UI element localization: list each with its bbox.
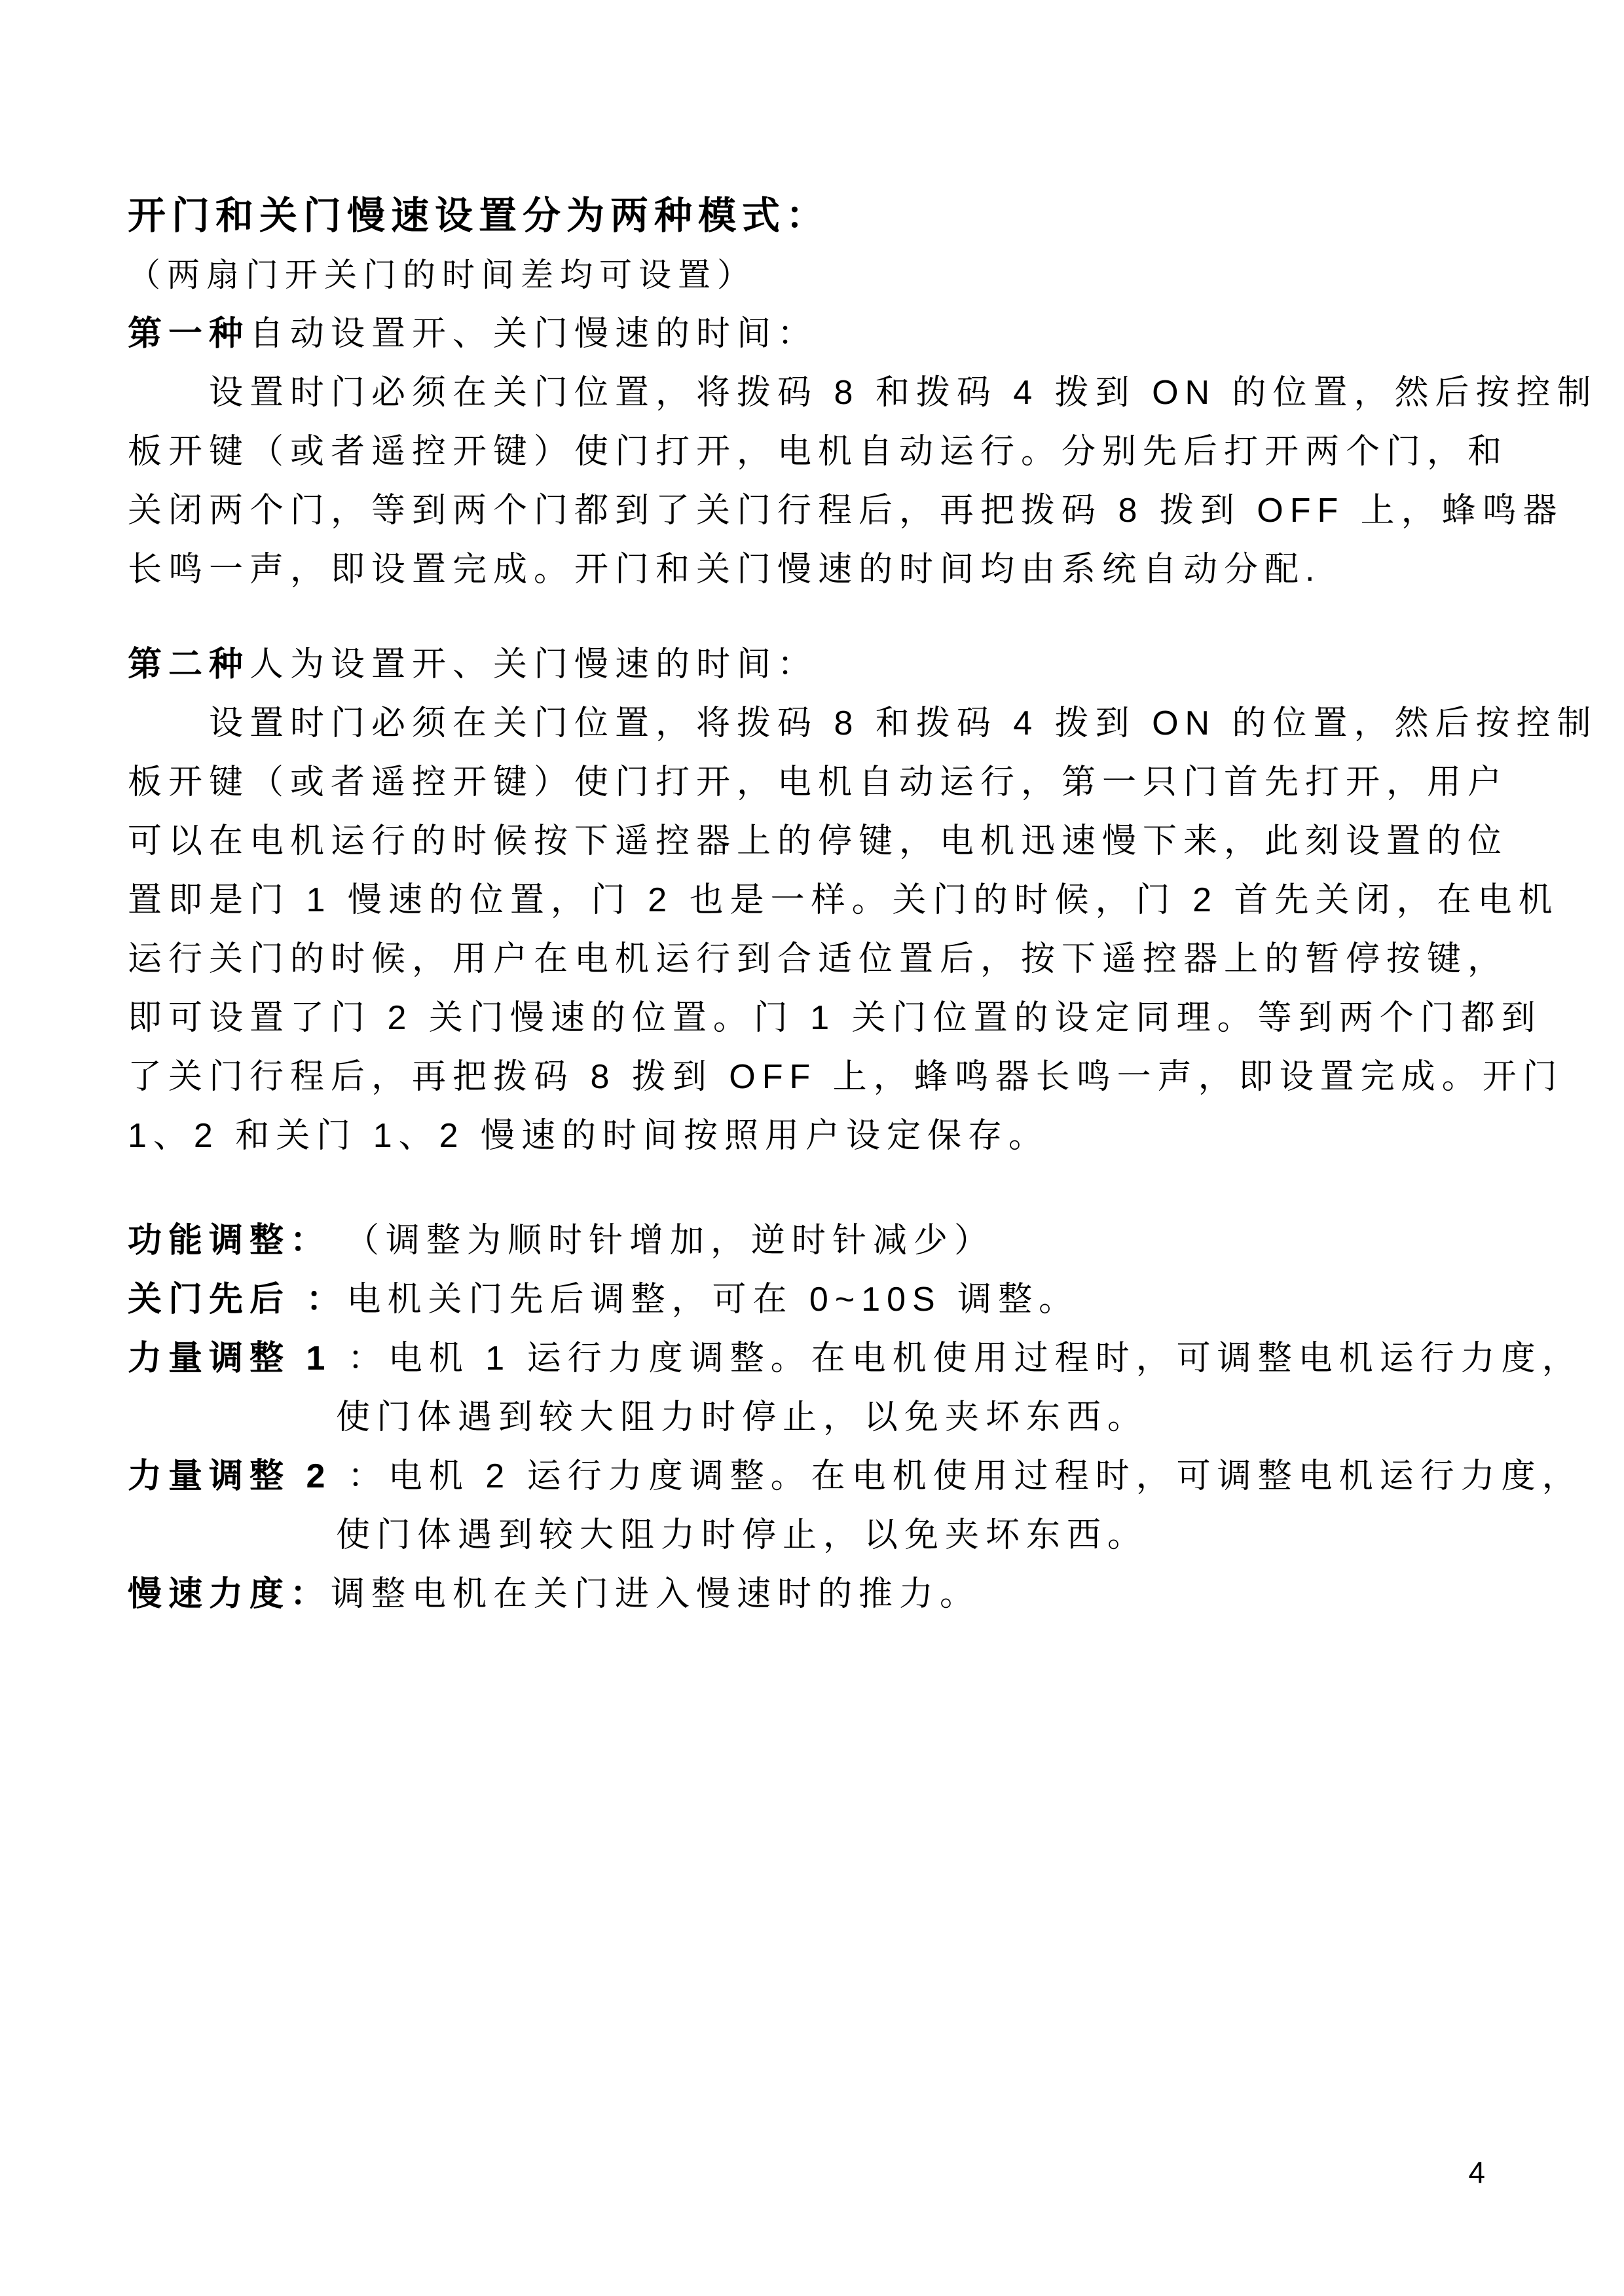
adjust-item-separator: ：	[331, 1339, 388, 1377]
page-title: 开门和关门慢速设置分为两种模式：	[128, 194, 830, 237]
page-number: 4	[1468, 2155, 1485, 2189]
adjust-item-force2	[128, 1447, 1583, 1506]
adjust-item-text: 电机关门先后调整，可在 0~10S 调整。	[346, 1281, 1080, 1319]
mode1-paragraph-line: 关闭两个门，等到两个门都到了关门行程后，再把拨码 8 拨到 OFF 上，蜂鸣器	[128, 492, 1564, 530]
mode2-heading-rest: 人为设置开、关门慢速的时间：	[249, 646, 819, 683]
mode2-paragraph-line: 可以在电机运行的时候按下遥控器上的停键，电机迅速慢下来，此刻设置的位	[128, 822, 1509, 860]
mode2-paragraph-line: 了关门行程后，再把拨码 8 拨到 OFF 上，蜂鸣器长鸣一声，即设置完成。开门	[128, 1058, 1564, 1096]
adjust-item-label: 关门先后	[128, 1281, 291, 1319]
adjust-item-close-order	[128, 1270, 1575, 1329]
document-body	[128, 187, 1598, 1624]
mode2-paragraph-line: 即可设置了门 2 关门慢速的位置。门 1 关门位置的设定同理。等到两个门都到	[128, 999, 1542, 1037]
mode1-paragraph-line: 板开键（或者遥控开键）使门打开，电机自动运行。分别先后打开两个门，和	[128, 433, 1509, 471]
adjust-item-slow-force	[128, 1565, 1575, 1624]
adjust-item-force1	[128, 1329, 1583, 1388]
subtitle-note: （两扇门开关门的时间差均可设置）	[128, 257, 756, 293]
function-adjust-heading-bold: 功能调整：	[128, 1222, 331, 1260]
adjust-item-label: 慢速力度：	[128, 1575, 331, 1613]
section-gap	[128, 1165, 1575, 1211]
adjust-item-label: 力量调整 1	[128, 1339, 332, 1377]
mode2-paragraph-line: 置即是门 1 慢速的位置，门 2 也是一样。关门的时候，门 2 首先关闭，在电机	[128, 881, 1559, 919]
paragraph-gap	[128, 599, 1575, 635]
mode2-paragraph-line: 运行关门的时候，用户在电机运行到合适位置后，按下遥控器上的暂停按键，	[128, 940, 1509, 978]
adjust-item-text: 电机 1 运行力度调整。在电机使用过程时，可调整电机运行力度，	[388, 1339, 1583, 1377]
mode1-heading	[128, 304, 1575, 363]
mode1-heading-rest: 自动设置开、关门慢速的时间：	[249, 315, 819, 353]
adjust-item-text: 电机 2 运行力度调整。在电机使用过程时，可调整电机运行力度，	[388, 1457, 1583, 1495]
mode2-heading	[128, 635, 1575, 694]
mode1-paragraph-line: 设置时门必须在关门位置，将拨码 8 和拨码 4 拨到 ON 的位置，然后按控制	[209, 374, 1598, 412]
mode1-paragraph-line: 长鸣一声，即设置完成。开门和关门慢速的时间均由系统自动分配.	[128, 551, 1321, 589]
adjust-item-force2-continuation: 使门体遇到较大阻力时停止，以免夹坏东西。	[336, 1516, 1149, 1554]
adjust-item-label: 力量调整 2	[128, 1457, 332, 1495]
mode1-heading-bold: 第一种	[128, 315, 250, 353]
function-adjust-heading	[128, 1211, 1575, 1270]
mode2-paragraph-line: 1、2 和关门 1、2 慢速的时间按照用户设定保存。	[128, 1117, 1050, 1155]
adjust-item-text: 调整电机在关门进入慢速时的推力。	[331, 1575, 981, 1613]
adjust-item-separator: ：	[290, 1281, 347, 1319]
adjust-item-force1-continuation: 使门体遇到较大阻力时停止，以免夹坏东西。	[336, 1398, 1149, 1436]
adjust-item-separator: ：	[331, 1457, 388, 1495]
function-adjust-note: （调整为顺时针增加，逆时针减少）	[362, 1222, 995, 1260]
mode2-heading-bold: 第二种	[128, 646, 250, 683]
mode2-paragraph-line: 板开键（或者遥控开键）使门打开，电机自动运行，第一只门首先打开，用户	[128, 763, 1509, 801]
mode2-paragraph-line: 设置时门必须在关门位置，将拨码 8 和拨码 4 拨到 ON 的位置，然后按控制	[209, 704, 1598, 742]
